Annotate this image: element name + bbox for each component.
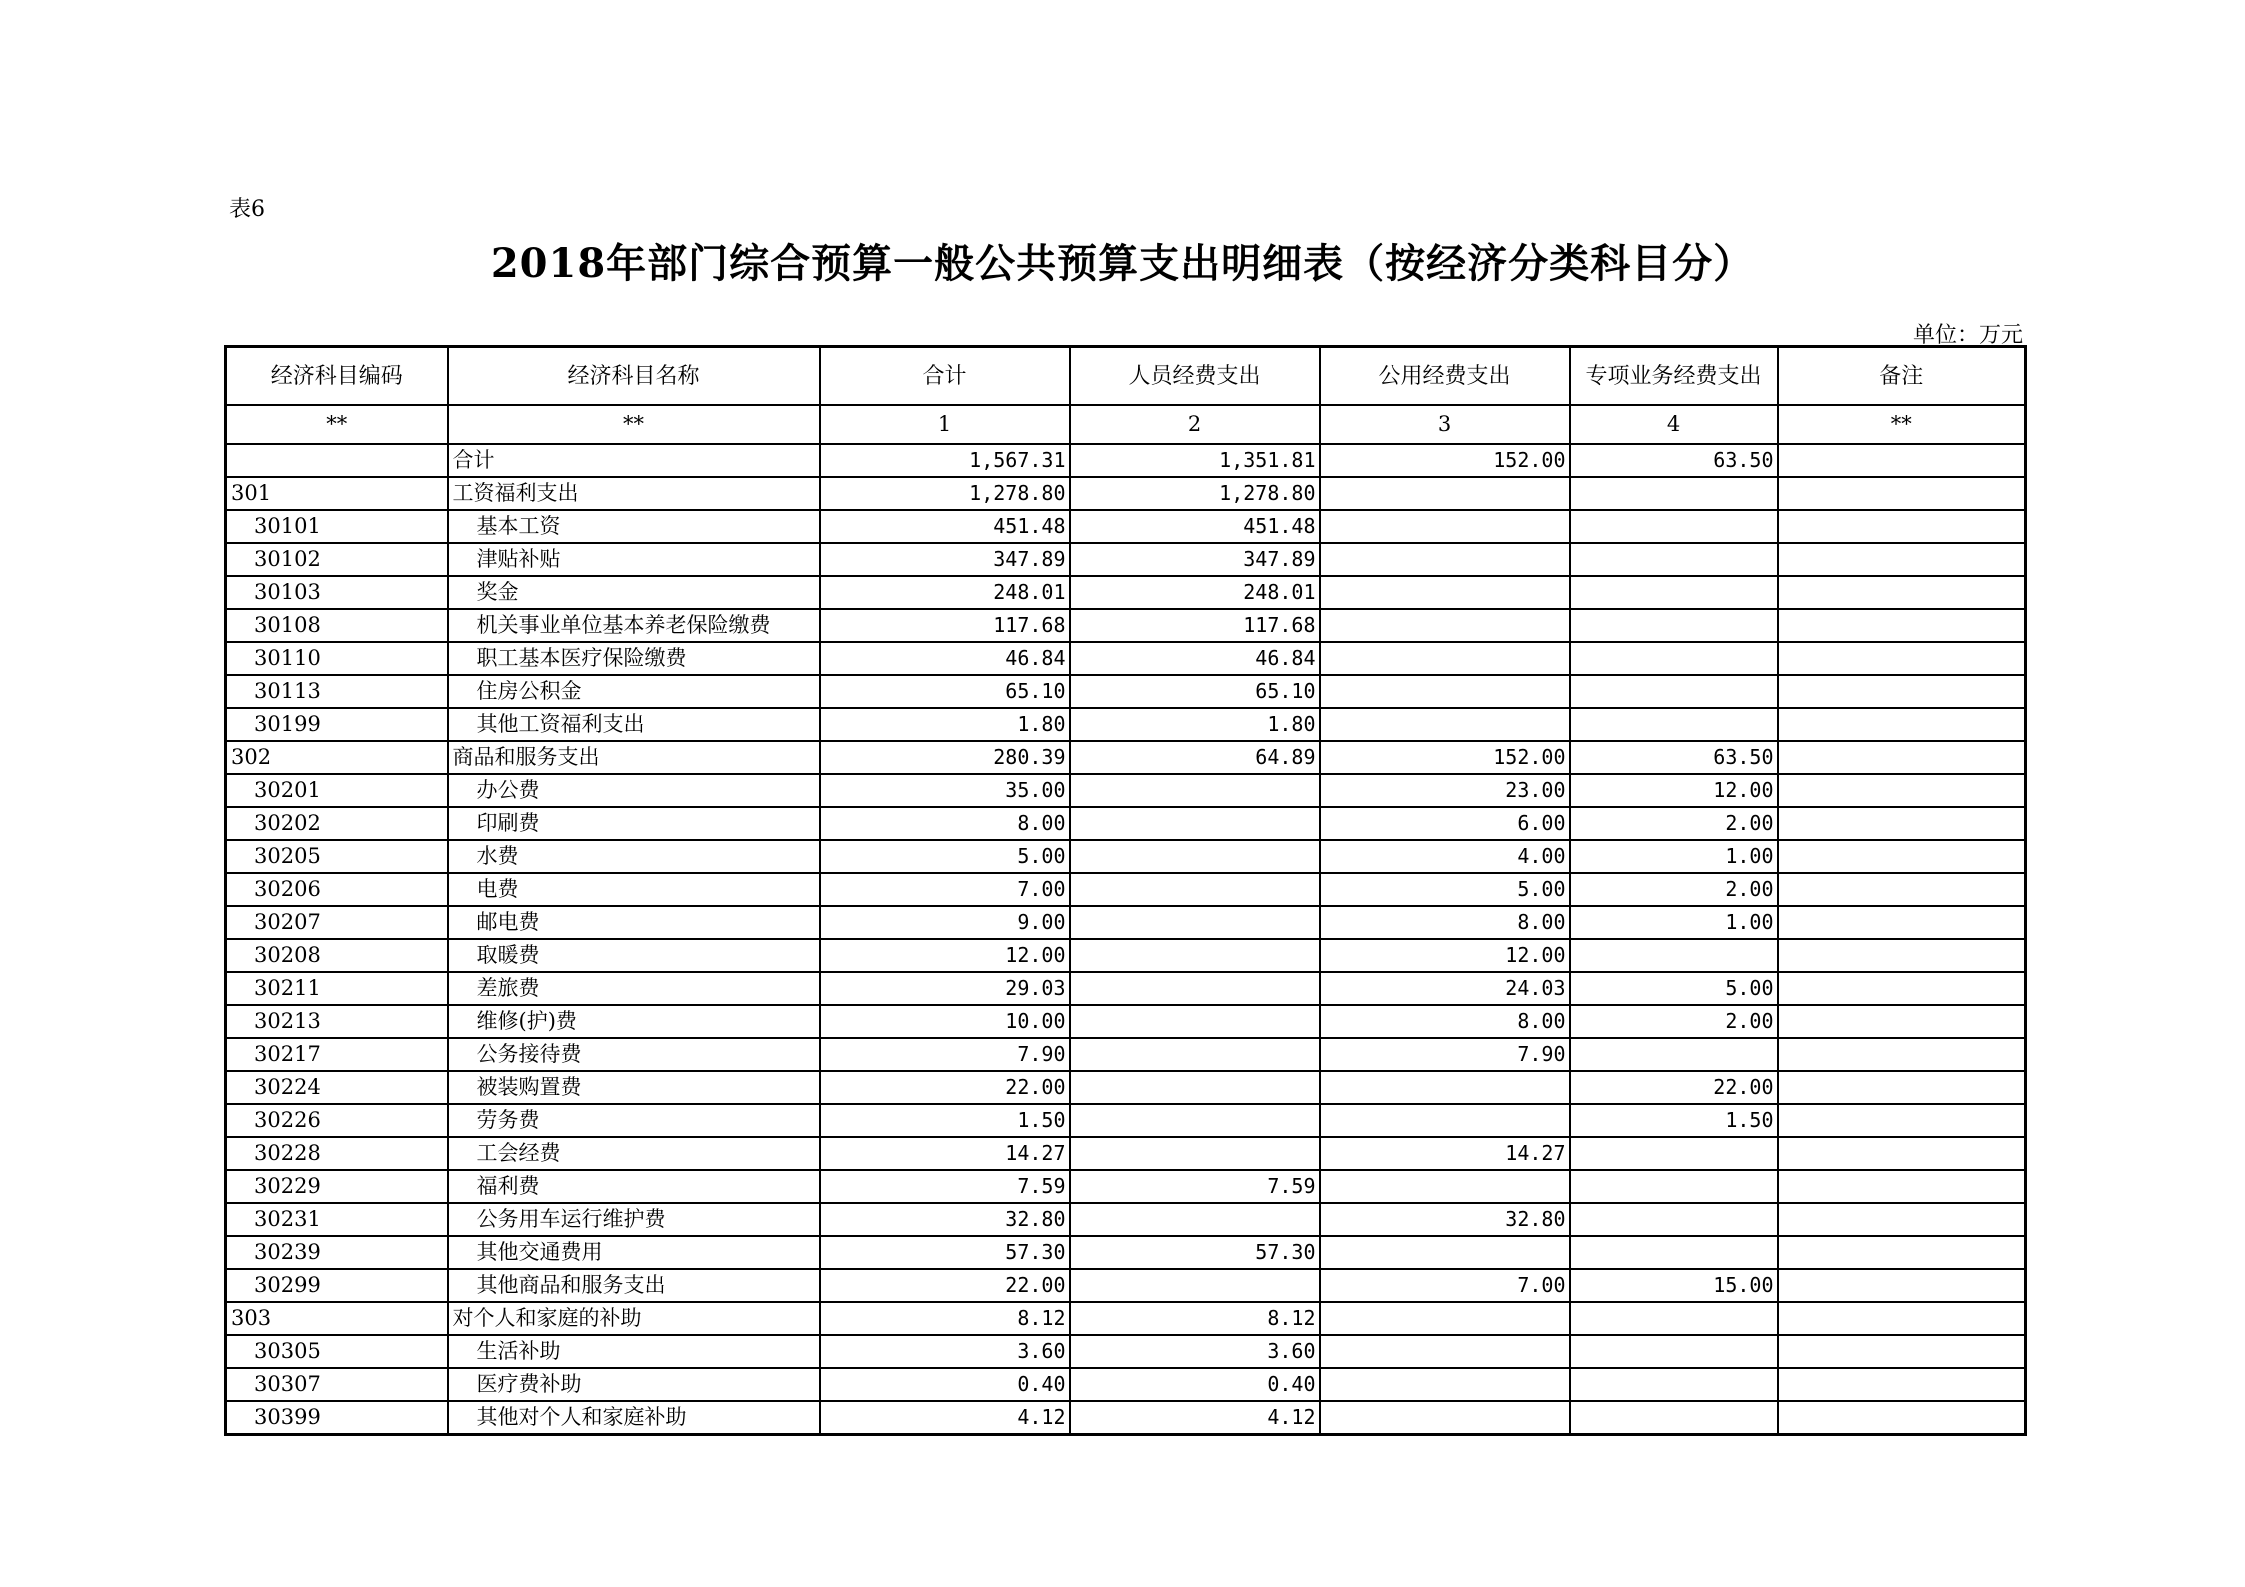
table-row — [226, 708, 2026, 741]
personnel-cell: 347.89 — [1070, 543, 1320, 576]
name-cell: 被装购置费 — [448, 1071, 820, 1104]
total-cell: 8.12 — [820, 1302, 1070, 1335]
special-cell: 63.50 — [1570, 741, 1778, 774]
total-cell: 4.12 — [820, 1401, 1070, 1435]
header-special: 专项业务经费支出 — [1570, 347, 1778, 406]
code-cell: 30205 — [226, 840, 448, 873]
note-cell — [1778, 477, 2026, 510]
total-cell: 1,567.31 — [820, 444, 1070, 477]
personnel-cell: 4.12 — [1070, 1401, 1320, 1435]
table-row — [226, 1038, 2026, 1071]
total-cell: 32.80 — [820, 1203, 1070, 1236]
personnel-cell: 0.40 — [1070, 1368, 1320, 1401]
personnel-cell — [1070, 939, 1320, 972]
note-cell — [1778, 444, 2026, 477]
code-cell: 30217 — [226, 1038, 448, 1071]
table-row — [226, 939, 2026, 972]
special-cell: 5.00 — [1570, 972, 1778, 1005]
code-cell: 30229 — [226, 1170, 448, 1203]
public-cell — [1320, 510, 1570, 543]
table-row — [226, 477, 2026, 510]
special-cell: 63.50 — [1570, 444, 1778, 477]
table-row — [226, 1203, 2026, 1236]
note-cell — [1778, 1269, 2026, 1302]
table-row — [226, 1170, 2026, 1203]
table-row — [226, 1368, 2026, 1401]
code-cell: 30102 — [226, 543, 448, 576]
table-row — [226, 840, 2026, 873]
code-cell: 30199 — [226, 708, 448, 741]
name-cell: 办公费 — [448, 774, 820, 807]
personnel-cell — [1070, 1269, 1320, 1302]
special-cell — [1570, 939, 1778, 972]
special-cell — [1570, 642, 1778, 675]
code-cell: 30299 — [226, 1269, 448, 1302]
name-cell: 其他商品和服务支出 — [448, 1269, 820, 1302]
code-cell: 30103 — [226, 576, 448, 609]
code-cell: 30113 — [226, 675, 448, 708]
total-cell: 46.84 — [820, 642, 1070, 675]
code-cell: 30213 — [226, 1005, 448, 1038]
special-cell — [1570, 510, 1778, 543]
personnel-cell: 248.01 — [1070, 576, 1320, 609]
table-body — [226, 444, 2026, 1435]
header-personnel: 人员经费支出 — [1070, 347, 1320, 406]
table-row — [226, 543, 2026, 576]
total-cell: 1.80 — [820, 708, 1070, 741]
index-cell: 2 — [1070, 405, 1320, 444]
note-cell — [1778, 1335, 2026, 1368]
name-cell: 维修(护)费 — [448, 1005, 820, 1038]
personnel-cell — [1070, 1071, 1320, 1104]
special-cell: 1.00 — [1570, 906, 1778, 939]
public-cell — [1320, 1368, 1570, 1401]
personnel-cell — [1070, 1038, 1320, 1071]
special-cell: 2.00 — [1570, 1005, 1778, 1038]
personnel-cell: 117.68 — [1070, 609, 1320, 642]
total-cell: 10.00 — [820, 1005, 1070, 1038]
table-row — [226, 807, 2026, 840]
total-cell: 7.59 — [820, 1170, 1070, 1203]
header-name: 经济科目名称 — [448, 347, 820, 406]
public-cell — [1320, 675, 1570, 708]
personnel-cell — [1070, 840, 1320, 873]
code-cell: 30208 — [226, 939, 448, 972]
name-cell: 商品和服务支出 — [448, 741, 820, 774]
code-cell: 30201 — [226, 774, 448, 807]
name-cell: 津贴补贴 — [448, 543, 820, 576]
note-cell — [1778, 1236, 2026, 1269]
note-cell — [1778, 1038, 2026, 1071]
code-cell: 30224 — [226, 1071, 448, 1104]
note-cell — [1778, 510, 2026, 543]
total-cell: 7.00 — [820, 873, 1070, 906]
name-cell: 劳务费 — [448, 1104, 820, 1137]
table-row — [226, 609, 2026, 642]
total-cell: 117.68 — [820, 609, 1070, 642]
note-cell — [1778, 972, 2026, 1005]
total-cell: 248.01 — [820, 576, 1070, 609]
name-cell: 对个人和家庭的补助 — [448, 1302, 820, 1335]
name-cell: 工资福利支出 — [448, 477, 820, 510]
total-cell: 14.27 — [820, 1137, 1070, 1170]
personnel-cell — [1070, 1104, 1320, 1137]
index-cell: 3 — [1320, 405, 1570, 444]
name-cell: 福利费 — [448, 1170, 820, 1203]
personnel-cell — [1070, 972, 1320, 1005]
name-cell: 水费 — [448, 840, 820, 873]
table-row — [226, 972, 2026, 1005]
personnel-cell — [1070, 1203, 1320, 1236]
name-cell: 奖金 — [448, 576, 820, 609]
public-cell: 14.27 — [1320, 1137, 1570, 1170]
index-row — [226, 405, 2026, 444]
code-cell: 30226 — [226, 1104, 448, 1137]
table-row — [226, 1005, 2026, 1038]
name-cell: 工会经费 — [448, 1137, 820, 1170]
total-cell: 35.00 — [820, 774, 1070, 807]
note-cell — [1778, 1368, 2026, 1401]
special-cell: 15.00 — [1570, 1269, 1778, 1302]
code-cell: 303 — [226, 1302, 448, 1335]
total-cell: 347.89 — [820, 543, 1070, 576]
header-row — [226, 347, 2026, 406]
total-cell: 0.40 — [820, 1368, 1070, 1401]
code-cell: 30307 — [226, 1368, 448, 1401]
name-cell: 公务接待费 — [448, 1038, 820, 1071]
public-cell — [1320, 1335, 1570, 1368]
personnel-cell: 1,278.80 — [1070, 477, 1320, 510]
table-row — [226, 444, 2026, 477]
public-cell — [1320, 1104, 1570, 1137]
code-cell: 30110 — [226, 642, 448, 675]
public-cell — [1320, 642, 1570, 675]
public-cell — [1320, 477, 1570, 510]
note-cell — [1778, 1104, 2026, 1137]
note-cell — [1778, 642, 2026, 675]
table-row — [226, 1401, 2026, 1435]
name-cell: 其他对个人和家庭补助 — [448, 1401, 820, 1435]
special-cell: 12.00 — [1570, 774, 1778, 807]
personnel-cell: 65.10 — [1070, 675, 1320, 708]
special-cell: 1.50 — [1570, 1104, 1778, 1137]
public-cell: 152.00 — [1320, 741, 1570, 774]
total-cell: 7.90 — [820, 1038, 1070, 1071]
table-row — [226, 1104, 2026, 1137]
note-cell — [1778, 1005, 2026, 1038]
special-cell — [1570, 1302, 1778, 1335]
table-row — [226, 675, 2026, 708]
public-cell: 8.00 — [1320, 1005, 1570, 1038]
note-cell — [1778, 774, 2026, 807]
code-cell: 30101 — [226, 510, 448, 543]
code-cell — [226, 444, 448, 477]
total-cell: 8.00 — [820, 807, 1070, 840]
public-cell — [1320, 1170, 1570, 1203]
personnel-cell: 1,351.81 — [1070, 444, 1320, 477]
name-cell: 其他工资福利支出 — [448, 708, 820, 741]
note-cell — [1778, 840, 2026, 873]
special-cell: 1.00 — [1570, 840, 1778, 873]
public-cell: 7.00 — [1320, 1269, 1570, 1302]
special-cell: 22.00 — [1570, 1071, 1778, 1104]
note-cell — [1778, 1203, 2026, 1236]
name-cell: 机关事业单位基本养老保险缴费 — [448, 609, 820, 642]
public-cell: 24.03 — [1320, 972, 1570, 1005]
special-cell: 2.00 — [1570, 807, 1778, 840]
total-cell: 22.00 — [820, 1071, 1070, 1104]
special-cell — [1570, 1203, 1778, 1236]
header-code: 经济科目编码 — [226, 347, 448, 406]
note-cell — [1778, 741, 2026, 774]
special-cell — [1570, 609, 1778, 642]
special-cell: 2.00 — [1570, 873, 1778, 906]
code-cell: 30207 — [226, 906, 448, 939]
personnel-cell: 7.59 — [1070, 1170, 1320, 1203]
public-cell: 5.00 — [1320, 873, 1570, 906]
note-cell — [1778, 1137, 2026, 1170]
note-cell — [1778, 807, 2026, 840]
code-cell: 30202 — [226, 807, 448, 840]
public-cell: 23.00 — [1320, 774, 1570, 807]
note-cell — [1778, 1302, 2026, 1335]
unit-label: 单位：万元 — [1912, 323, 2023, 348]
total-cell: 9.00 — [820, 906, 1070, 939]
personnel-cell: 3.60 — [1070, 1335, 1320, 1368]
table-row — [226, 1269, 2026, 1302]
note-cell — [1778, 1401, 2026, 1435]
name-cell: 取暖费 — [448, 939, 820, 972]
code-cell: 30231 — [226, 1203, 448, 1236]
code-cell: 302 — [226, 741, 448, 774]
total-cell: 22.00 — [820, 1269, 1070, 1302]
personnel-cell: 1.80 — [1070, 708, 1320, 741]
personnel-cell: 46.84 — [1070, 642, 1320, 675]
code-cell: 30239 — [226, 1236, 448, 1269]
code-cell: 30206 — [226, 873, 448, 906]
public-cell — [1320, 576, 1570, 609]
total-cell: 65.10 — [820, 675, 1070, 708]
total-cell: 12.00 — [820, 939, 1070, 972]
note-cell — [1778, 873, 2026, 906]
public-cell — [1320, 543, 1570, 576]
name-cell: 职工基本医疗保险缴费 — [448, 642, 820, 675]
name-cell: 医疗费补助 — [448, 1368, 820, 1401]
personnel-cell — [1070, 1005, 1320, 1038]
name-cell: 住房公积金 — [448, 675, 820, 708]
note-cell — [1778, 906, 2026, 939]
name-cell: 电费 — [448, 873, 820, 906]
public-cell: 32.80 — [1320, 1203, 1570, 1236]
public-cell: 6.00 — [1320, 807, 1570, 840]
table-row — [226, 1071, 2026, 1104]
name-cell: 合计 — [448, 444, 820, 477]
public-cell: 4.00 — [1320, 840, 1570, 873]
special-cell — [1570, 477, 1778, 510]
note-cell — [1778, 708, 2026, 741]
name-cell: 邮电费 — [448, 906, 820, 939]
special-cell — [1570, 1236, 1778, 1269]
name-cell: 差旅费 — [448, 972, 820, 1005]
note-cell — [1778, 576, 2026, 609]
special-cell — [1570, 1335, 1778, 1368]
code-cell: 30228 — [226, 1137, 448, 1170]
total-cell: 1,278.80 — [820, 477, 1070, 510]
header-note: 备注 — [1778, 347, 2026, 406]
personnel-cell — [1070, 906, 1320, 939]
table-row — [226, 906, 2026, 939]
public-cell — [1320, 1302, 1570, 1335]
code-cell: 30108 — [226, 609, 448, 642]
table-row — [226, 642, 2026, 675]
personnel-cell: 57.30 — [1070, 1236, 1320, 1269]
code-cell: 301 — [226, 477, 448, 510]
index-cell: 1 — [820, 405, 1070, 444]
special-cell — [1570, 1401, 1778, 1435]
code-cell: 30399 — [226, 1401, 448, 1435]
special-cell — [1570, 1038, 1778, 1071]
page-title: 2018年部门综合预算一般公共预算支出明细表（按经济分类科目分） — [490, 240, 1755, 287]
personnel-cell — [1070, 774, 1320, 807]
special-cell — [1570, 1170, 1778, 1203]
index-cell: 4 — [1570, 405, 1778, 444]
name-cell: 印刷费 — [448, 807, 820, 840]
total-cell: 57.30 — [820, 1236, 1070, 1269]
personnel-cell: 8.12 — [1070, 1302, 1320, 1335]
total-cell: 29.03 — [820, 972, 1070, 1005]
total-cell: 280.39 — [820, 741, 1070, 774]
table-row — [226, 510, 2026, 543]
name-cell: 公务用车运行维护费 — [448, 1203, 820, 1236]
note-cell — [1778, 1071, 2026, 1104]
table-row — [226, 1335, 2026, 1368]
note-cell — [1778, 609, 2026, 642]
note-cell — [1778, 543, 2026, 576]
special-cell — [1570, 1137, 1778, 1170]
table-label: 表6 — [229, 197, 265, 222]
name-cell: 其他交通费用 — [448, 1236, 820, 1269]
table-row — [226, 774, 2026, 807]
index-cell: ** — [1778, 405, 2026, 444]
index-cell: ** — [226, 405, 448, 444]
total-cell: 3.60 — [820, 1335, 1070, 1368]
name-cell: 生活补助 — [448, 1335, 820, 1368]
personnel-cell — [1070, 1137, 1320, 1170]
note-cell — [1778, 939, 2026, 972]
table-row — [226, 1302, 2026, 1335]
table-row — [226, 741, 2026, 774]
table-row — [226, 1236, 2026, 1269]
note-cell — [1778, 675, 2026, 708]
special-cell — [1570, 1368, 1778, 1401]
table-row — [226, 873, 2026, 906]
table-row — [226, 1137, 2026, 1170]
index-cell: ** — [448, 405, 820, 444]
public-cell — [1320, 609, 1570, 642]
public-cell: 12.00 — [1320, 939, 1570, 972]
public-cell: 152.00 — [1320, 444, 1570, 477]
personnel-cell: 64.89 — [1070, 741, 1320, 774]
special-cell — [1570, 543, 1778, 576]
personnel-cell — [1070, 873, 1320, 906]
header-public: 公用经费支出 — [1320, 347, 1570, 406]
special-cell — [1570, 675, 1778, 708]
special-cell — [1570, 708, 1778, 741]
special-cell — [1570, 576, 1778, 609]
note-cell — [1778, 1170, 2026, 1203]
budget-table — [224, 345, 2027, 1436]
public-cell — [1320, 708, 1570, 741]
public-cell — [1320, 1401, 1570, 1435]
public-cell: 8.00 — [1320, 906, 1570, 939]
header-total: 合计 — [820, 347, 1070, 406]
personnel-cell — [1070, 807, 1320, 840]
code-cell: 30305 — [226, 1335, 448, 1368]
public-cell: 7.90 — [1320, 1038, 1570, 1071]
table-row — [226, 576, 2026, 609]
personnel-cell: 451.48 — [1070, 510, 1320, 543]
total-cell: 451.48 — [820, 510, 1070, 543]
total-cell: 1.50 — [820, 1104, 1070, 1137]
name-cell: 基本工资 — [448, 510, 820, 543]
total-cell: 5.00 — [820, 840, 1070, 873]
public-cell — [1320, 1236, 1570, 1269]
public-cell — [1320, 1071, 1570, 1104]
code-cell: 30211 — [226, 972, 448, 1005]
